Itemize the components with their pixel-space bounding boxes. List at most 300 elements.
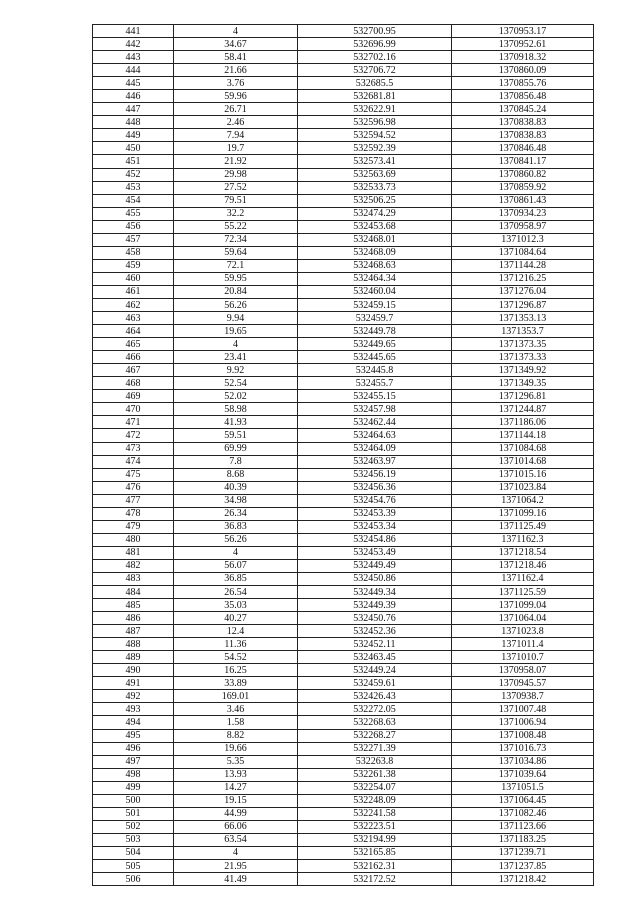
y-coordinate-cell: 1370845.24 [452, 103, 594, 116]
distance-cell: 4 [174, 846, 298, 859]
table-row [93, 846, 594, 859]
point-number-cell: 449 [93, 129, 174, 142]
point-number-cell: 503 [93, 833, 174, 846]
y-coordinate-cell: 1371373.35 [452, 338, 594, 351]
x-coordinate-cell: 532254.07 [298, 781, 452, 794]
point-number-cell: 497 [93, 755, 174, 768]
point-number-cell: 505 [93, 860, 174, 873]
table-row [93, 116, 594, 129]
y-coordinate-cell: 1370846.48 [452, 142, 594, 155]
y-coordinate-cell: 1371349.92 [452, 364, 594, 377]
table-row [93, 181, 594, 194]
point-number-cell: 458 [93, 246, 174, 259]
distance-cell: 40.39 [174, 481, 298, 494]
distance-cell: 12.4 [174, 625, 298, 638]
y-coordinate-cell: 1371162.4 [452, 572, 594, 585]
point-number-cell: 451 [93, 155, 174, 168]
distance-cell: 14.27 [174, 781, 298, 794]
y-coordinate-cell: 1371353.13 [452, 312, 594, 325]
y-coordinate-cell: 1371125.59 [452, 586, 594, 599]
point-number-cell: 480 [93, 533, 174, 546]
y-coordinate-cell: 1371016.73 [452, 742, 594, 755]
table-row [93, 429, 594, 442]
y-coordinate-cell: 1371186.06 [452, 416, 594, 429]
x-coordinate-cell: 532271.39 [298, 742, 452, 755]
point-number-cell: 501 [93, 807, 174, 820]
table-row [93, 194, 594, 207]
x-coordinate-cell: 532594.52 [298, 129, 452, 142]
y-coordinate-cell: 1370953.17 [452, 25, 594, 38]
table-row [93, 25, 594, 38]
point-number-cell: 482 [93, 559, 174, 572]
table-row [93, 507, 594, 520]
distance-cell: 59.96 [174, 90, 298, 103]
table-row [93, 351, 594, 364]
x-coordinate-cell: 532453.39 [298, 507, 452, 520]
point-number-cell: 487 [93, 625, 174, 638]
x-coordinate-cell: 532453.68 [298, 220, 452, 233]
x-coordinate-cell: 532460.04 [298, 285, 452, 298]
distance-cell: 40.27 [174, 612, 298, 625]
distance-cell: 8.68 [174, 468, 298, 481]
table-row [93, 599, 594, 612]
y-coordinate-cell: 1371218.42 [452, 873, 594, 886]
x-coordinate-cell: 532455.15 [298, 390, 452, 403]
table-row [93, 325, 594, 338]
distance-cell: 59.95 [174, 272, 298, 285]
distance-cell: 52.54 [174, 377, 298, 390]
distance-cell: 69.99 [174, 442, 298, 455]
x-coordinate-cell: 532453.49 [298, 546, 452, 559]
x-coordinate-cell: 532449.34 [298, 586, 452, 599]
point-number-cell: 471 [93, 416, 174, 429]
x-coordinate-cell: 532248.09 [298, 794, 452, 807]
table-row [93, 481, 594, 494]
x-coordinate-cell: 532445.8 [298, 364, 452, 377]
y-coordinate-cell: 1371296.81 [452, 390, 594, 403]
y-coordinate-cell: 1370958.07 [452, 664, 594, 677]
table-row [93, 794, 594, 807]
table-row [93, 416, 594, 429]
distance-cell: 4 [174, 338, 298, 351]
x-coordinate-cell: 532454.76 [298, 494, 452, 507]
distance-cell: 26.34 [174, 507, 298, 520]
distance-cell: 169.01 [174, 690, 298, 703]
y-coordinate-cell: 1371023.8 [452, 625, 594, 638]
table-row [93, 638, 594, 651]
table-row [93, 559, 594, 572]
distance-cell: 59.64 [174, 246, 298, 259]
table-row [93, 586, 594, 599]
y-coordinate-cell: 1371276.04 [452, 285, 594, 298]
point-number-cell: 493 [93, 703, 174, 716]
table-row [93, 729, 594, 742]
x-coordinate-cell: 532463.97 [298, 455, 452, 468]
x-coordinate-cell: 532449.39 [298, 599, 452, 612]
y-coordinate-cell: 1370952.61 [452, 38, 594, 51]
distance-cell: 41.93 [174, 416, 298, 429]
x-coordinate-cell: 532268.63 [298, 716, 452, 729]
distance-cell: 56.26 [174, 298, 298, 311]
point-number-cell: 454 [93, 194, 174, 207]
distance-cell: 11.36 [174, 638, 298, 651]
table-row [93, 716, 594, 729]
y-coordinate-cell: 1371144.28 [452, 259, 594, 272]
y-coordinate-cell: 1370838.83 [452, 116, 594, 129]
y-coordinate-cell: 1370861.43 [452, 194, 594, 207]
point-number-cell: 500 [93, 794, 174, 807]
point-number-cell: 461 [93, 285, 174, 298]
y-coordinate-cell: 1370945.57 [452, 677, 594, 690]
x-coordinate-cell: 532459.61 [298, 677, 452, 690]
y-coordinate-cell: 1371123.66 [452, 820, 594, 833]
point-number-cell: 492 [93, 690, 174, 703]
distance-cell: 34.67 [174, 38, 298, 51]
y-coordinate-cell: 1371082.46 [452, 807, 594, 820]
y-coordinate-cell: 1371099.16 [452, 507, 594, 520]
point-number-cell: 486 [93, 612, 174, 625]
point-number-cell: 489 [93, 651, 174, 664]
y-coordinate-cell: 1370938.7 [452, 690, 594, 703]
y-coordinate-cell: 1370838.83 [452, 129, 594, 142]
distance-cell: 19.7 [174, 142, 298, 155]
point-number-cell: 481 [93, 546, 174, 559]
table-row [93, 820, 594, 833]
point-number-cell: 485 [93, 599, 174, 612]
point-number-cell: 464 [93, 325, 174, 338]
table-row [93, 612, 594, 625]
x-coordinate-cell: 532449.65 [298, 338, 452, 351]
table-row [93, 781, 594, 794]
x-coordinate-cell: 532596.98 [298, 116, 452, 129]
point-number-cell: 472 [93, 429, 174, 442]
table-row [93, 520, 594, 533]
x-coordinate-cell: 532464.34 [298, 272, 452, 285]
y-coordinate-cell: 1371237.85 [452, 860, 594, 873]
x-coordinate-cell: 532681.81 [298, 90, 452, 103]
point-number-cell: 476 [93, 481, 174, 494]
y-coordinate-cell: 1371183.25 [452, 833, 594, 846]
distance-cell: 13.93 [174, 768, 298, 781]
y-coordinate-cell: 1371008.48 [452, 729, 594, 742]
distance-cell: 66.06 [174, 820, 298, 833]
point-number-cell: 506 [93, 873, 174, 886]
x-coordinate-cell: 532463.45 [298, 651, 452, 664]
y-coordinate-cell: 1371007.48 [452, 703, 594, 716]
table-row [93, 807, 594, 820]
distance-cell: 2.46 [174, 116, 298, 129]
distance-cell: 9.92 [174, 364, 298, 377]
x-coordinate-cell: 532261.38 [298, 768, 452, 781]
point-number-cell: 474 [93, 455, 174, 468]
point-number-cell: 499 [93, 781, 174, 794]
distance-cell: 21.66 [174, 64, 298, 77]
point-number-cell: 452 [93, 168, 174, 181]
point-number-cell: 488 [93, 638, 174, 651]
y-coordinate-cell: 1370855.76 [452, 77, 594, 90]
point-number-cell: 460 [93, 272, 174, 285]
x-coordinate-cell: 532457.98 [298, 403, 452, 416]
point-number-cell: 484 [93, 586, 174, 599]
point-number-cell: 491 [93, 677, 174, 690]
point-number-cell: 459 [93, 259, 174, 272]
table-row [93, 51, 594, 64]
distance-cell: 23.41 [174, 351, 298, 364]
point-number-cell: 483 [93, 572, 174, 585]
table-row [93, 625, 594, 638]
x-coordinate-cell: 532506.25 [298, 194, 452, 207]
x-coordinate-cell: 532162.31 [298, 860, 452, 873]
point-number-cell: 477 [93, 494, 174, 507]
x-coordinate-cell: 532563.69 [298, 168, 452, 181]
x-coordinate-cell: 532706.72 [298, 64, 452, 77]
distance-cell: 3.76 [174, 77, 298, 90]
y-coordinate-cell: 1371084.68 [452, 442, 594, 455]
y-coordinate-cell: 1371010.7 [452, 651, 594, 664]
distance-cell: 4 [174, 546, 298, 559]
table-row [93, 38, 594, 51]
y-coordinate-cell: 1370841.17 [452, 155, 594, 168]
distance-cell: 34.98 [174, 494, 298, 507]
x-coordinate-cell: 532592.39 [298, 142, 452, 155]
distance-cell: 36.85 [174, 572, 298, 585]
table-row [93, 468, 594, 481]
y-coordinate-cell: 1370918.32 [452, 51, 594, 64]
point-number-cell: 473 [93, 442, 174, 455]
table-row [93, 755, 594, 768]
x-coordinate-cell: 532165.85 [298, 846, 452, 859]
distance-cell: 19.15 [174, 794, 298, 807]
y-coordinate-cell: 1371244.87 [452, 403, 594, 416]
table-row [93, 533, 594, 546]
table-row [93, 455, 594, 468]
table-row [93, 664, 594, 677]
table-row [93, 546, 594, 559]
x-coordinate-cell: 532455.7 [298, 377, 452, 390]
distance-cell: 27.52 [174, 181, 298, 194]
y-coordinate-cell: 1371064.04 [452, 612, 594, 625]
y-coordinate-cell: 1371015.16 [452, 468, 594, 481]
point-number-cell: 457 [93, 233, 174, 246]
table-row [93, 77, 594, 90]
distance-cell: 21.95 [174, 860, 298, 873]
distance-cell: 72.1 [174, 259, 298, 272]
table-body [93, 25, 594, 886]
y-coordinate-cell: 1371039.64 [452, 768, 594, 781]
table-row [93, 64, 594, 77]
x-coordinate-cell: 532449.78 [298, 325, 452, 338]
point-number-cell: 447 [93, 103, 174, 116]
table-row [93, 220, 594, 233]
point-number-cell: 453 [93, 181, 174, 194]
point-number-cell: 467 [93, 364, 174, 377]
distance-cell: 35.03 [174, 599, 298, 612]
distance-cell: 32.2 [174, 207, 298, 220]
x-coordinate-cell: 532468.63 [298, 259, 452, 272]
point-number-cell: 498 [93, 768, 174, 781]
y-coordinate-cell: 1371218.54 [452, 546, 594, 559]
point-number-cell: 445 [93, 77, 174, 90]
table-row [93, 246, 594, 259]
y-coordinate-cell: 1371296.87 [452, 298, 594, 311]
x-coordinate-cell: 532464.09 [298, 442, 452, 455]
x-coordinate-cell: 532194.99 [298, 833, 452, 846]
x-coordinate-cell: 532449.49 [298, 559, 452, 572]
x-coordinate-cell: 532474.29 [298, 207, 452, 220]
distance-cell: 5.35 [174, 755, 298, 768]
y-coordinate-cell: 1371012.3 [452, 233, 594, 246]
x-coordinate-cell: 532445.65 [298, 351, 452, 364]
table-row [93, 129, 594, 142]
distance-cell: 44.99 [174, 807, 298, 820]
distance-cell: 26.54 [174, 586, 298, 599]
distance-cell: 8.82 [174, 729, 298, 742]
table-row [93, 390, 594, 403]
point-number-cell: 490 [93, 664, 174, 677]
y-coordinate-cell: 1371099.04 [452, 599, 594, 612]
y-coordinate-cell: 1371023.84 [452, 481, 594, 494]
point-number-cell: 504 [93, 846, 174, 859]
y-coordinate-cell: 1371034.86 [452, 755, 594, 768]
distance-cell: 79.51 [174, 194, 298, 207]
distance-cell: 9.94 [174, 312, 298, 325]
distance-cell: 59.51 [174, 429, 298, 442]
y-coordinate-cell: 1371064.2 [452, 494, 594, 507]
point-number-cell: 494 [93, 716, 174, 729]
x-coordinate-cell: 532223.51 [298, 820, 452, 833]
distance-cell: 56.07 [174, 559, 298, 572]
table-row [93, 442, 594, 455]
x-coordinate-cell: 532456.36 [298, 481, 452, 494]
x-coordinate-cell: 532462.44 [298, 416, 452, 429]
distance-cell: 20.84 [174, 285, 298, 298]
x-coordinate-cell: 532272.05 [298, 703, 452, 716]
point-number-cell: 466 [93, 351, 174, 364]
y-coordinate-cell: 1371014.68 [452, 455, 594, 468]
table-row [93, 285, 594, 298]
point-number-cell: 502 [93, 820, 174, 833]
point-number-cell: 468 [93, 377, 174, 390]
table-row [93, 742, 594, 755]
distance-cell: 54.52 [174, 651, 298, 664]
table-row [93, 768, 594, 781]
table-row [93, 833, 594, 846]
distance-cell: 16.25 [174, 664, 298, 677]
point-number-cell: 465 [93, 338, 174, 351]
x-coordinate-cell: 532241.58 [298, 807, 452, 820]
x-coordinate-cell: 532450.86 [298, 572, 452, 585]
table-row [93, 259, 594, 272]
x-coordinate-cell: 532453.34 [298, 520, 452, 533]
distance-cell: 29.98 [174, 168, 298, 181]
table-row [93, 494, 594, 507]
point-number-cell: 463 [93, 312, 174, 325]
table-row [93, 168, 594, 181]
y-coordinate-cell: 1370860.09 [452, 64, 594, 77]
distance-cell: 72.34 [174, 233, 298, 246]
point-number-cell: 475 [93, 468, 174, 481]
distance-cell: 55.22 [174, 220, 298, 233]
point-number-cell: 456 [93, 220, 174, 233]
distance-cell: 58.41 [174, 51, 298, 64]
table-row [93, 572, 594, 585]
distance-cell: 36.83 [174, 520, 298, 533]
point-number-cell: 446 [93, 90, 174, 103]
point-number-cell: 495 [93, 729, 174, 742]
point-number-cell: 470 [93, 403, 174, 416]
distance-cell: 41.49 [174, 873, 298, 886]
x-coordinate-cell: 532263.8 [298, 755, 452, 768]
table-row [93, 338, 594, 351]
distance-cell: 1.58 [174, 716, 298, 729]
y-coordinate-cell: 1371218.46 [452, 559, 594, 572]
y-coordinate-cell: 1370860.82 [452, 168, 594, 181]
y-coordinate-cell: 1371084.64 [452, 246, 594, 259]
y-coordinate-cell: 1371353.7 [452, 325, 594, 338]
point-number-cell: 442 [93, 38, 174, 51]
point-number-cell: 448 [93, 116, 174, 129]
x-coordinate-cell: 532456.19 [298, 468, 452, 481]
x-coordinate-cell: 532622.91 [298, 103, 452, 116]
table-row [93, 690, 594, 703]
x-coordinate-cell: 532452.36 [298, 625, 452, 638]
distance-cell: 52.02 [174, 390, 298, 403]
distance-cell: 7.8 [174, 455, 298, 468]
table-row [93, 272, 594, 285]
x-coordinate-cell: 532268.27 [298, 729, 452, 742]
y-coordinate-cell: 1370934.23 [452, 207, 594, 220]
x-coordinate-cell: 532696.99 [298, 38, 452, 51]
distance-cell: 63.54 [174, 833, 298, 846]
table-row [93, 298, 594, 311]
x-coordinate-cell: 532449.24 [298, 664, 452, 677]
table-row [93, 142, 594, 155]
x-coordinate-cell: 532454.86 [298, 533, 452, 546]
distance-cell: 3.46 [174, 703, 298, 716]
x-coordinate-cell: 532468.01 [298, 233, 452, 246]
point-number-cell: 479 [93, 520, 174, 533]
table-row [93, 860, 594, 873]
y-coordinate-cell: 1371064.45 [452, 794, 594, 807]
table-row [93, 155, 594, 168]
coordinate-table [92, 24, 594, 886]
x-coordinate-cell: 532459.7 [298, 312, 452, 325]
point-number-cell: 478 [93, 507, 174, 520]
distance-cell: 58.98 [174, 403, 298, 416]
distance-cell: 19.66 [174, 742, 298, 755]
point-number-cell: 455 [93, 207, 174, 220]
distance-cell: 21.92 [174, 155, 298, 168]
table-row [93, 403, 594, 416]
y-coordinate-cell: 1371006.94 [452, 716, 594, 729]
x-coordinate-cell: 532172.52 [298, 873, 452, 886]
x-coordinate-cell: 532452.11 [298, 638, 452, 651]
y-coordinate-cell: 1370859.92 [452, 181, 594, 194]
x-coordinate-cell: 532700.95 [298, 25, 452, 38]
point-number-cell: 462 [93, 298, 174, 311]
table-row [93, 873, 594, 886]
table-row [93, 90, 594, 103]
table-row [93, 677, 594, 690]
point-number-cell: 444 [93, 64, 174, 77]
x-coordinate-cell: 532702.16 [298, 51, 452, 64]
table-row [93, 364, 594, 377]
table-row [93, 312, 594, 325]
y-coordinate-cell: 1371239.71 [452, 846, 594, 859]
coordinate-table-page [92, 24, 593, 886]
distance-cell: 4 [174, 25, 298, 38]
distance-cell: 56.26 [174, 533, 298, 546]
